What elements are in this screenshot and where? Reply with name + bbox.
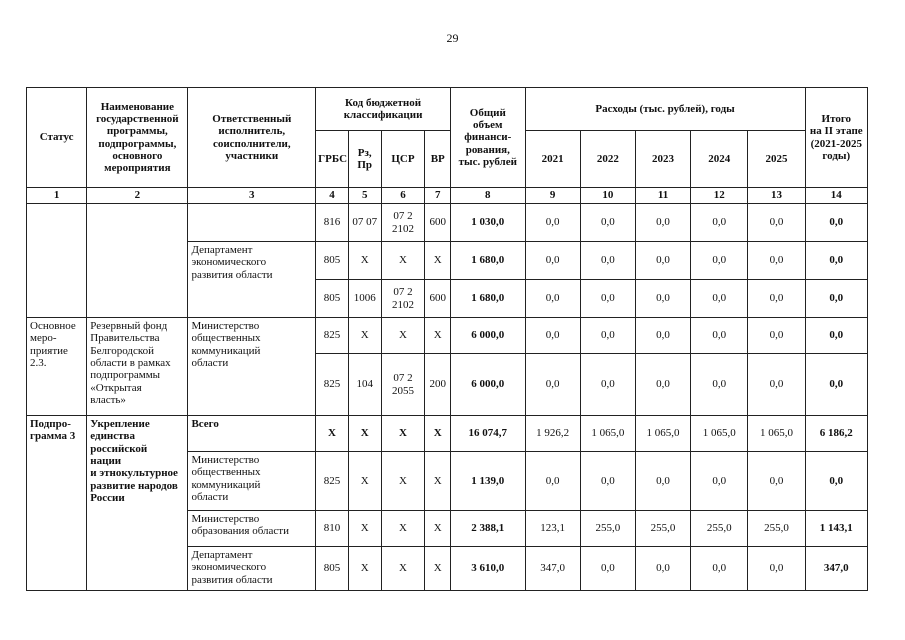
- cell-text-line: власть»: [90, 393, 126, 406]
- cell-text-line: коммуникаций: [191, 344, 261, 357]
- cell-text-line: (2021-2025: [810, 137, 862, 150]
- executor-cell: [188, 242, 316, 318]
- cell-text-line: Х: [399, 329, 407, 342]
- vr-cell: Х: [425, 452, 451, 511]
- column-number: 5: [348, 188, 381, 204]
- cell-text-line: развития области: [191, 268, 273, 281]
- cell-text-line: коммуникаций: [191, 478, 261, 491]
- cell-text-line: подпрограммы: [90, 369, 161, 382]
- header-year: 2025: [748, 131, 805, 188]
- year-value-cell: 0,0: [580, 547, 635, 591]
- header-year: 2021: [525, 131, 580, 188]
- cell-text-line: основного: [112, 149, 163, 162]
- cell-text-line: области в рамках: [90, 356, 171, 369]
- status-cell: [27, 204, 87, 318]
- year-value-cell: 0,0: [748, 280, 805, 318]
- cell-text-line: Х: [399, 427, 407, 440]
- year-value-cell: 0,0: [525, 242, 580, 280]
- header-grbs: ГРБС: [316, 131, 349, 188]
- year-value-cell: 0,0: [635, 280, 690, 318]
- cell-text-line: участники: [225, 149, 279, 162]
- header-itogo: [805, 88, 867, 188]
- csr-cell: [381, 416, 425, 452]
- cell-text-line: России: [90, 491, 125, 504]
- csr-cell: [381, 354, 425, 416]
- year-value-cell: 0,0: [635, 547, 690, 591]
- cell-text-line: Код бюджетной: [345, 96, 422, 109]
- rzpr-cell: Х: [348, 547, 381, 591]
- cell-text-line: Департамент: [191, 244, 253, 256]
- itogo-cell: 0,0: [805, 354, 867, 416]
- cell-text-line: общественных: [191, 332, 261, 345]
- header-executor: [188, 88, 316, 188]
- status-cell: [27, 318, 87, 416]
- cell-text-line: Х: [399, 522, 407, 535]
- itogo-cell: 0,0: [805, 204, 867, 242]
- cell-text-line: Ответственный: [212, 112, 292, 125]
- cell-text-line: общественных: [191, 466, 261, 479]
- column-number: 10: [580, 188, 635, 204]
- status-cell: [27, 416, 87, 591]
- column-number: 13: [748, 188, 805, 204]
- cell-text-line: Министерство: [191, 320, 260, 332]
- year-value-cell: 255,0: [691, 511, 748, 547]
- total-cell: 1 680,0: [451, 242, 526, 280]
- grbs-cell: 805: [316, 547, 349, 591]
- cell-text-line: и этнокультурное: [90, 467, 178, 480]
- itogo-cell: 0,0: [805, 242, 867, 280]
- itogo-cell: 347,0: [805, 547, 867, 591]
- total-cell: 1 030,0: [451, 204, 526, 242]
- year-value-cell: 0,0: [691, 318, 748, 354]
- year-value-cell: 0,0: [748, 318, 805, 354]
- total-cell: 6 000,0: [451, 354, 526, 416]
- grbs-cell: 825: [316, 452, 349, 511]
- header-vr: ВР: [425, 131, 451, 188]
- year-value-cell: 0,0: [580, 318, 635, 354]
- total-cell: 1 139,0: [451, 452, 526, 511]
- year-value-cell: 0,0: [580, 204, 635, 242]
- name-cell: [87, 416, 188, 591]
- executor-cell: [188, 318, 316, 416]
- table-row: [27, 416, 868, 452]
- year-value-cell: 0,0: [580, 354, 635, 416]
- cell-text-line: Укрепление: [90, 418, 150, 430]
- column-number: 8: [451, 188, 526, 204]
- grbs-cell: 805: [316, 280, 349, 318]
- cell-text-line: мероприятия: [104, 162, 171, 175]
- column-number: 12: [691, 188, 748, 204]
- cell-text-line: годы): [822, 149, 851, 162]
- header-rz-pr: [348, 131, 381, 188]
- cell-text-line: финанси-: [464, 131, 512, 144]
- cell-text-line: Наименование: [100, 100, 175, 113]
- csr-cell: [381, 452, 425, 511]
- cell-text-line: экономического: [191, 256, 267, 269]
- year-value-cell: 0,0: [525, 354, 580, 416]
- grbs-cell: 825: [316, 318, 349, 354]
- total-cell: 3 610,0: [451, 547, 526, 591]
- cell-text-line: нации: [90, 454, 122, 467]
- year-value-cell: 0,0: [691, 354, 748, 416]
- year-value-cell: 0,0: [635, 204, 690, 242]
- grbs-cell: 825: [316, 354, 349, 416]
- cell-text-line: Рз,: [357, 146, 372, 159]
- cell-text-line: образования области: [191, 525, 289, 538]
- column-number: 4: [316, 188, 349, 204]
- year-value-cell: 0,0: [635, 318, 690, 354]
- executor-cell: [188, 204, 316, 242]
- itogo-cell: 6 186,2: [805, 416, 867, 452]
- cell-text-line: Всего: [191, 418, 219, 430]
- cell-text-line: Департамент: [191, 549, 253, 561]
- column-number: 7: [425, 188, 451, 204]
- cell-text-line: 07 2: [393, 372, 413, 385]
- vr-cell: 600: [425, 204, 451, 242]
- year-value-cell: 1 926,2: [525, 416, 580, 452]
- year-value-cell: 0,0: [748, 204, 805, 242]
- rzpr-cell: 07 07: [348, 204, 381, 242]
- cell-text-line: рования,: [465, 143, 510, 156]
- total-cell: 16 074,7: [451, 416, 526, 452]
- cell-text-line: Х: [399, 254, 407, 267]
- rzpr-cell: Х: [348, 452, 381, 511]
- year-value-cell: 0,0: [525, 280, 580, 318]
- cell-text-line: грамма 3: [30, 430, 76, 443]
- cell-text-line: Пр: [357, 159, 373, 171]
- vr-cell: 600: [425, 280, 451, 318]
- cell-text-line: меро-: [30, 332, 57, 345]
- column-number-row: [27, 188, 868, 204]
- year-value-cell: 1 065,0: [691, 416, 748, 452]
- year-value-cell: 0,0: [635, 452, 690, 511]
- year-value-cell: 0,0: [691, 204, 748, 242]
- year-value-cell: 0,0: [691, 242, 748, 280]
- name-cell: [87, 204, 188, 318]
- cell-text-line: классификации: [343, 109, 423, 121]
- page-number: 29: [446, 31, 459, 45]
- cell-text-line: Министерство: [191, 454, 260, 466]
- column-number: 11: [635, 188, 690, 204]
- header-total: [451, 88, 526, 188]
- cell-text-line: области: [191, 356, 229, 369]
- csr-cell: [381, 242, 425, 280]
- cell-text-line: Итого: [821, 112, 852, 125]
- cell-text-line: 2102: [392, 298, 414, 311]
- cell-text-line: 2.3.: [30, 356, 47, 369]
- year-value-cell: 0,0: [525, 318, 580, 354]
- itogo-cell: 0,0: [805, 318, 867, 354]
- cell-text-line: области: [191, 490, 229, 503]
- cell-text-line: на II этапе: [809, 125, 863, 138]
- cell-text-line: экономического: [191, 561, 267, 574]
- header-year: 2024: [691, 131, 748, 188]
- cell-text-line: Министерство: [191, 513, 260, 525]
- cell-text-line: приятие: [30, 344, 68, 357]
- executor-cell: [188, 511, 316, 547]
- year-value-cell: 0,0: [525, 204, 580, 242]
- year-value-cell: 347,0: [525, 547, 580, 591]
- itogo-cell: 0,0: [805, 280, 867, 318]
- rzpr-cell: Х: [348, 318, 381, 354]
- year-value-cell: 0,0: [691, 280, 748, 318]
- csr-cell: [381, 318, 425, 354]
- total-cell: 2 388,1: [451, 511, 526, 547]
- column-number: 2: [87, 188, 188, 204]
- column-number: 3: [188, 188, 316, 204]
- cell-text-line: 2102: [392, 222, 414, 235]
- budget-table: [26, 87, 868, 591]
- table-row: [27, 204, 868, 242]
- csr-cell: [381, 511, 425, 547]
- year-value-cell: 0,0: [635, 242, 690, 280]
- cell-text-line: 2055: [392, 384, 414, 397]
- vr-cell: Х: [425, 318, 451, 354]
- cell-text-line: Резервный фонд: [90, 320, 168, 332]
- vr-cell: Х: [425, 511, 451, 547]
- cell-text-line: исполнитель,: [218, 125, 286, 138]
- year-value-cell: 123,1: [525, 511, 580, 547]
- cell-text-line: российской: [90, 442, 148, 455]
- table-row: [27, 318, 868, 354]
- year-value-cell: 1 065,0: [635, 416, 690, 452]
- cell-text-line: соисполнители,: [212, 137, 291, 150]
- header-year: 2022: [580, 131, 635, 188]
- rzpr-cell: Х: [348, 242, 381, 280]
- year-value-cell: 0,0: [691, 452, 748, 511]
- executor-cell: [188, 452, 316, 511]
- year-value-cell: 0,0: [580, 280, 635, 318]
- year-value-cell: 255,0: [635, 511, 690, 547]
- year-value-cell: 0,0: [691, 547, 748, 591]
- cell-text-line: Белгородской: [90, 344, 155, 357]
- header-status: Статус: [27, 88, 87, 188]
- header-budget-code: [316, 88, 451, 131]
- vr-cell: Х: [425, 242, 451, 280]
- year-value-cell: 1 065,0: [748, 416, 805, 452]
- header-year: 2023: [635, 131, 690, 188]
- grbs-cell: 805: [316, 242, 349, 280]
- grbs-cell: Х: [316, 416, 349, 452]
- header-expenses: Расходы (тыс. рублей), годы: [525, 88, 805, 131]
- cell-text-line: подпрограммы,: [98, 137, 177, 150]
- year-value-cell: 0,0: [748, 242, 805, 280]
- cell-text-line: тыс. рублей: [458, 155, 517, 168]
- header-name: [87, 88, 188, 188]
- cell-text-line: Основное: [30, 320, 76, 332]
- header-csr: ЦСР: [381, 131, 425, 188]
- cell-text-line: Х: [399, 474, 407, 487]
- executor-cell: [188, 547, 316, 591]
- year-value-cell: 0,0: [580, 452, 635, 511]
- executor-cell: [188, 416, 316, 452]
- cell-text-line: 07 2: [393, 286, 413, 299]
- column-number: 1: [27, 188, 87, 204]
- name-cell: [87, 318, 188, 416]
- rzpr-cell: Х: [348, 511, 381, 547]
- cell-text-line: Х: [399, 562, 407, 575]
- cell-text-line: Общий: [469, 106, 506, 119]
- year-value-cell: 0,0: [580, 242, 635, 280]
- rzpr-cell: 1006: [348, 280, 381, 318]
- vr-cell: Х: [425, 547, 451, 591]
- cell-text-line: Подпро-: [30, 418, 71, 430]
- column-number: 6: [381, 188, 425, 204]
- cell-text-line: 07 2: [393, 210, 413, 223]
- cell-text-line: единства: [90, 430, 135, 443]
- cell-text-line: развитие народов: [90, 479, 178, 492]
- grbs-cell: 810: [316, 511, 349, 547]
- cell-text-line: Правительства: [90, 332, 160, 345]
- csr-cell: [381, 280, 425, 318]
- csr-cell: [381, 204, 425, 242]
- year-value-cell: 255,0: [580, 511, 635, 547]
- cell-text-line: развития области: [191, 573, 273, 586]
- grbs-cell: 816: [316, 204, 349, 242]
- cell-text-line: программы,: [106, 125, 168, 138]
- year-value-cell: 0,0: [748, 452, 805, 511]
- vr-cell: Х: [425, 416, 451, 452]
- column-number: 14: [805, 188, 867, 204]
- year-value-cell: 0,0: [635, 354, 690, 416]
- cell-text-line: объем: [473, 119, 503, 132]
- year-value-cell: 1 065,0: [580, 416, 635, 452]
- year-value-cell: 255,0: [748, 511, 805, 547]
- year-value-cell: 0,0: [525, 452, 580, 511]
- year-value-cell: 0,0: [748, 354, 805, 416]
- year-value-cell: 0,0: [748, 547, 805, 591]
- vr-cell: 200: [425, 354, 451, 416]
- total-cell: 6 000,0: [451, 318, 526, 354]
- cell-text-line: «Открытая: [90, 381, 142, 394]
- total-cell: 1 680,0: [451, 280, 526, 318]
- column-number: 9: [525, 188, 580, 204]
- itogo-cell: 0,0: [805, 452, 867, 511]
- cell-text-line: государственной: [96, 112, 179, 125]
- csr-cell: [381, 547, 425, 591]
- itogo-cell: 1 143,1: [805, 511, 867, 547]
- rzpr-cell: 104: [348, 354, 381, 416]
- rzpr-cell: Х: [348, 416, 381, 452]
